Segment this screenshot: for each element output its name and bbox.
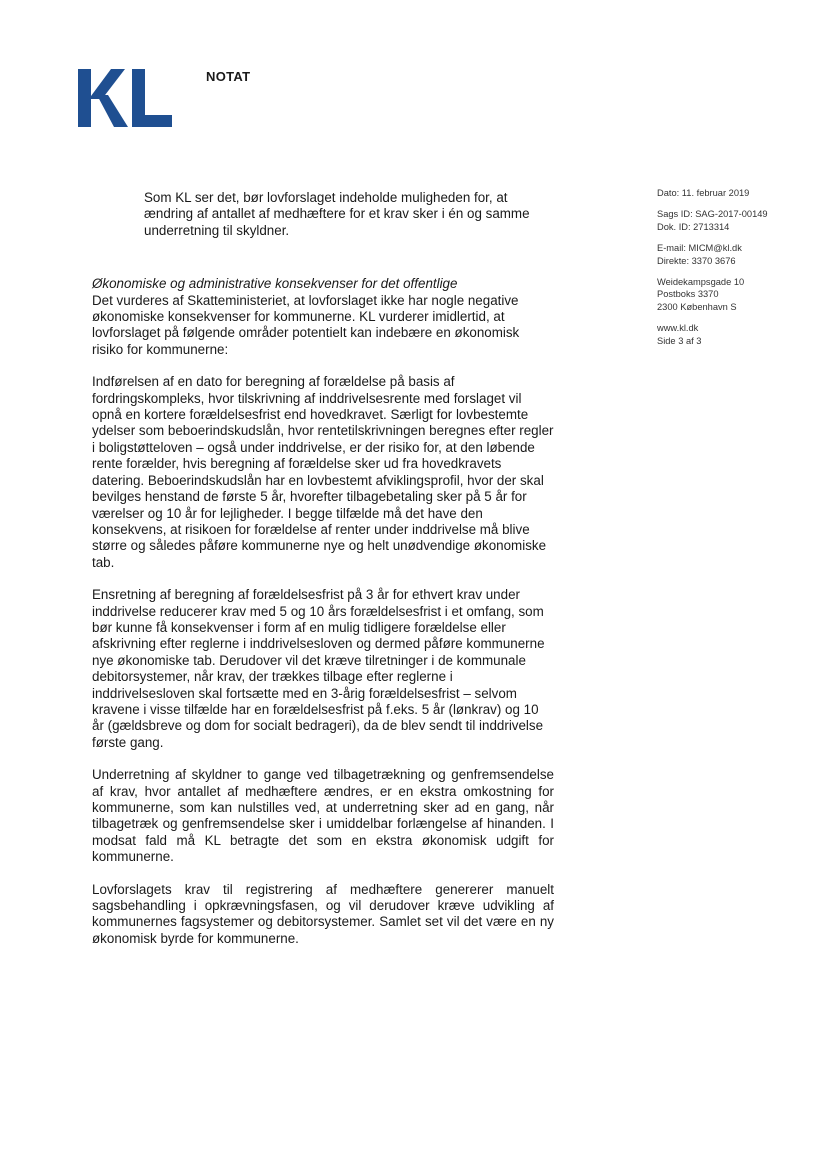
paragraph-4: Underretning af skyldner to gange ved tilbagetrækning og genfremsendelse af krav, hvor antallet af medhæftere ændres, er en ekstra omkostning for kommunerne, som kan nulstilles ved, at underretning sker ad en gang, når tilbagetræk og genfremsendelse sker i umiddelbar forlængelse af hinanden. I modsat fald må KL betragte det som en ekstra økonomisk udgift for kommunerne. (92, 767, 554, 865)
paragraph-5: Lovforslagets krav til registrering af medhæftere genererer manuelt sagsbehandling i opkrævningsfasen, og vil derudover kræve udvikling af kommunernes fagsystemer og debitorsystemer. Samlet set vil det være en ny økonomisk byrde for kommunerne. (92, 881, 554, 946)
document-type: NOTAT (206, 69, 251, 84)
paragraph-2: Indførelsen af en dato for beregning af forældelse på basis af fordringskompleks, hvor tilskrivning af inddrivelsesrente med forslaget vil opnå en kortere forældelsesfrist end hovedkravet. Særligt for lovbestemte ydelser som beboerindskudslån, hvor rentetilskrivningen beregnes efter regler i boligstøtteloven – også under inddrivelse, er der risiko for, at den løbende rente forælder, hvis beregning af forældelse sker ud fra hovedkravets datering. Beboerindskudslån har en lovbestemt afviklingsprofil, hvor der skal bevilges henstand de første 5 år, hvorefter tilbagebetaling sker på 5 år for værelser og 10 år for lejligheder. I begge tilfælde må det have den konsekvens, at risikoen for forældelse af renter under inddrivelse må blive større og således påføre kommunerne nye og helt unødvendige økonomiske tab. (92, 374, 554, 570)
address-postbox: Postboks 3370 (657, 289, 719, 300)
document-id: Dok. ID: 2713314 (657, 221, 730, 232)
email: E-mail: MICM@kl.dk (657, 243, 742, 254)
address-street: Weidekampsgade 10 (657, 277, 745, 288)
document-body (92, 190, 554, 947)
intro-paragraph: Som KL ser det, bør lovforslaget indeholde muligheden for, at ændring af antallet af medhæftere for et krav sker i én og samme underretning til skyldner. (144, 190, 530, 238)
direct-phone: Direkte: 3370 3676 (657, 255, 736, 266)
page-number: Side 3 af 3 (657, 335, 702, 346)
section-heading: Økonomiske og administrative konsekvenser for det offentlige (92, 276, 458, 292)
website: www.kl.dk (657, 323, 699, 334)
paragraph-1: Det vurderes af Skatteministeriet, at lovforslaget ikke har nogle negative økonomiske konsekvenser for kommunerne. KL vurderer imidlertid, at lovforslaget på følgende områder potentielt kan indebære en økonomisk risiko for kommunerne: (92, 292, 520, 357)
case-id: Sags ID: SAG-2017-00149 (657, 209, 768, 220)
date-label: Dato: 11. februar 2019 (657, 188, 750, 198)
meta-sidebar (657, 187, 817, 347)
address-city: 2300 København S (657, 301, 737, 312)
kl-logo (78, 69, 172, 127)
paragraph-3: Ensretning af beregning af forældelsesfrist på 3 år for ethvert krav under inddrivelse reducerer krav med 5 og 10 års forældelsesfrist i et omfang, som bør kunne få konsekvenser i form af en mulig tidligere forældelse eller afskrivning efter reglerne i inddrivelsesloven og dermed påføre kommunerne nye økonomiske tab. Derudover vil det kræve tilretninger i de kommunale debitorsystemer, når krav, der trækkes tilbage efter reglerne i inddrivelsesloven skal fortsætte med en 3-årig forældelsesfrist – selvom kravene i visse tilfælde har en forældelsesfrist på f.eks. 5 år (lønkrav) og 10 år (gældsbreve og dom for socialt bedrageri), da de blev sendt til inddrivelse første gang. (92, 587, 545, 750)
